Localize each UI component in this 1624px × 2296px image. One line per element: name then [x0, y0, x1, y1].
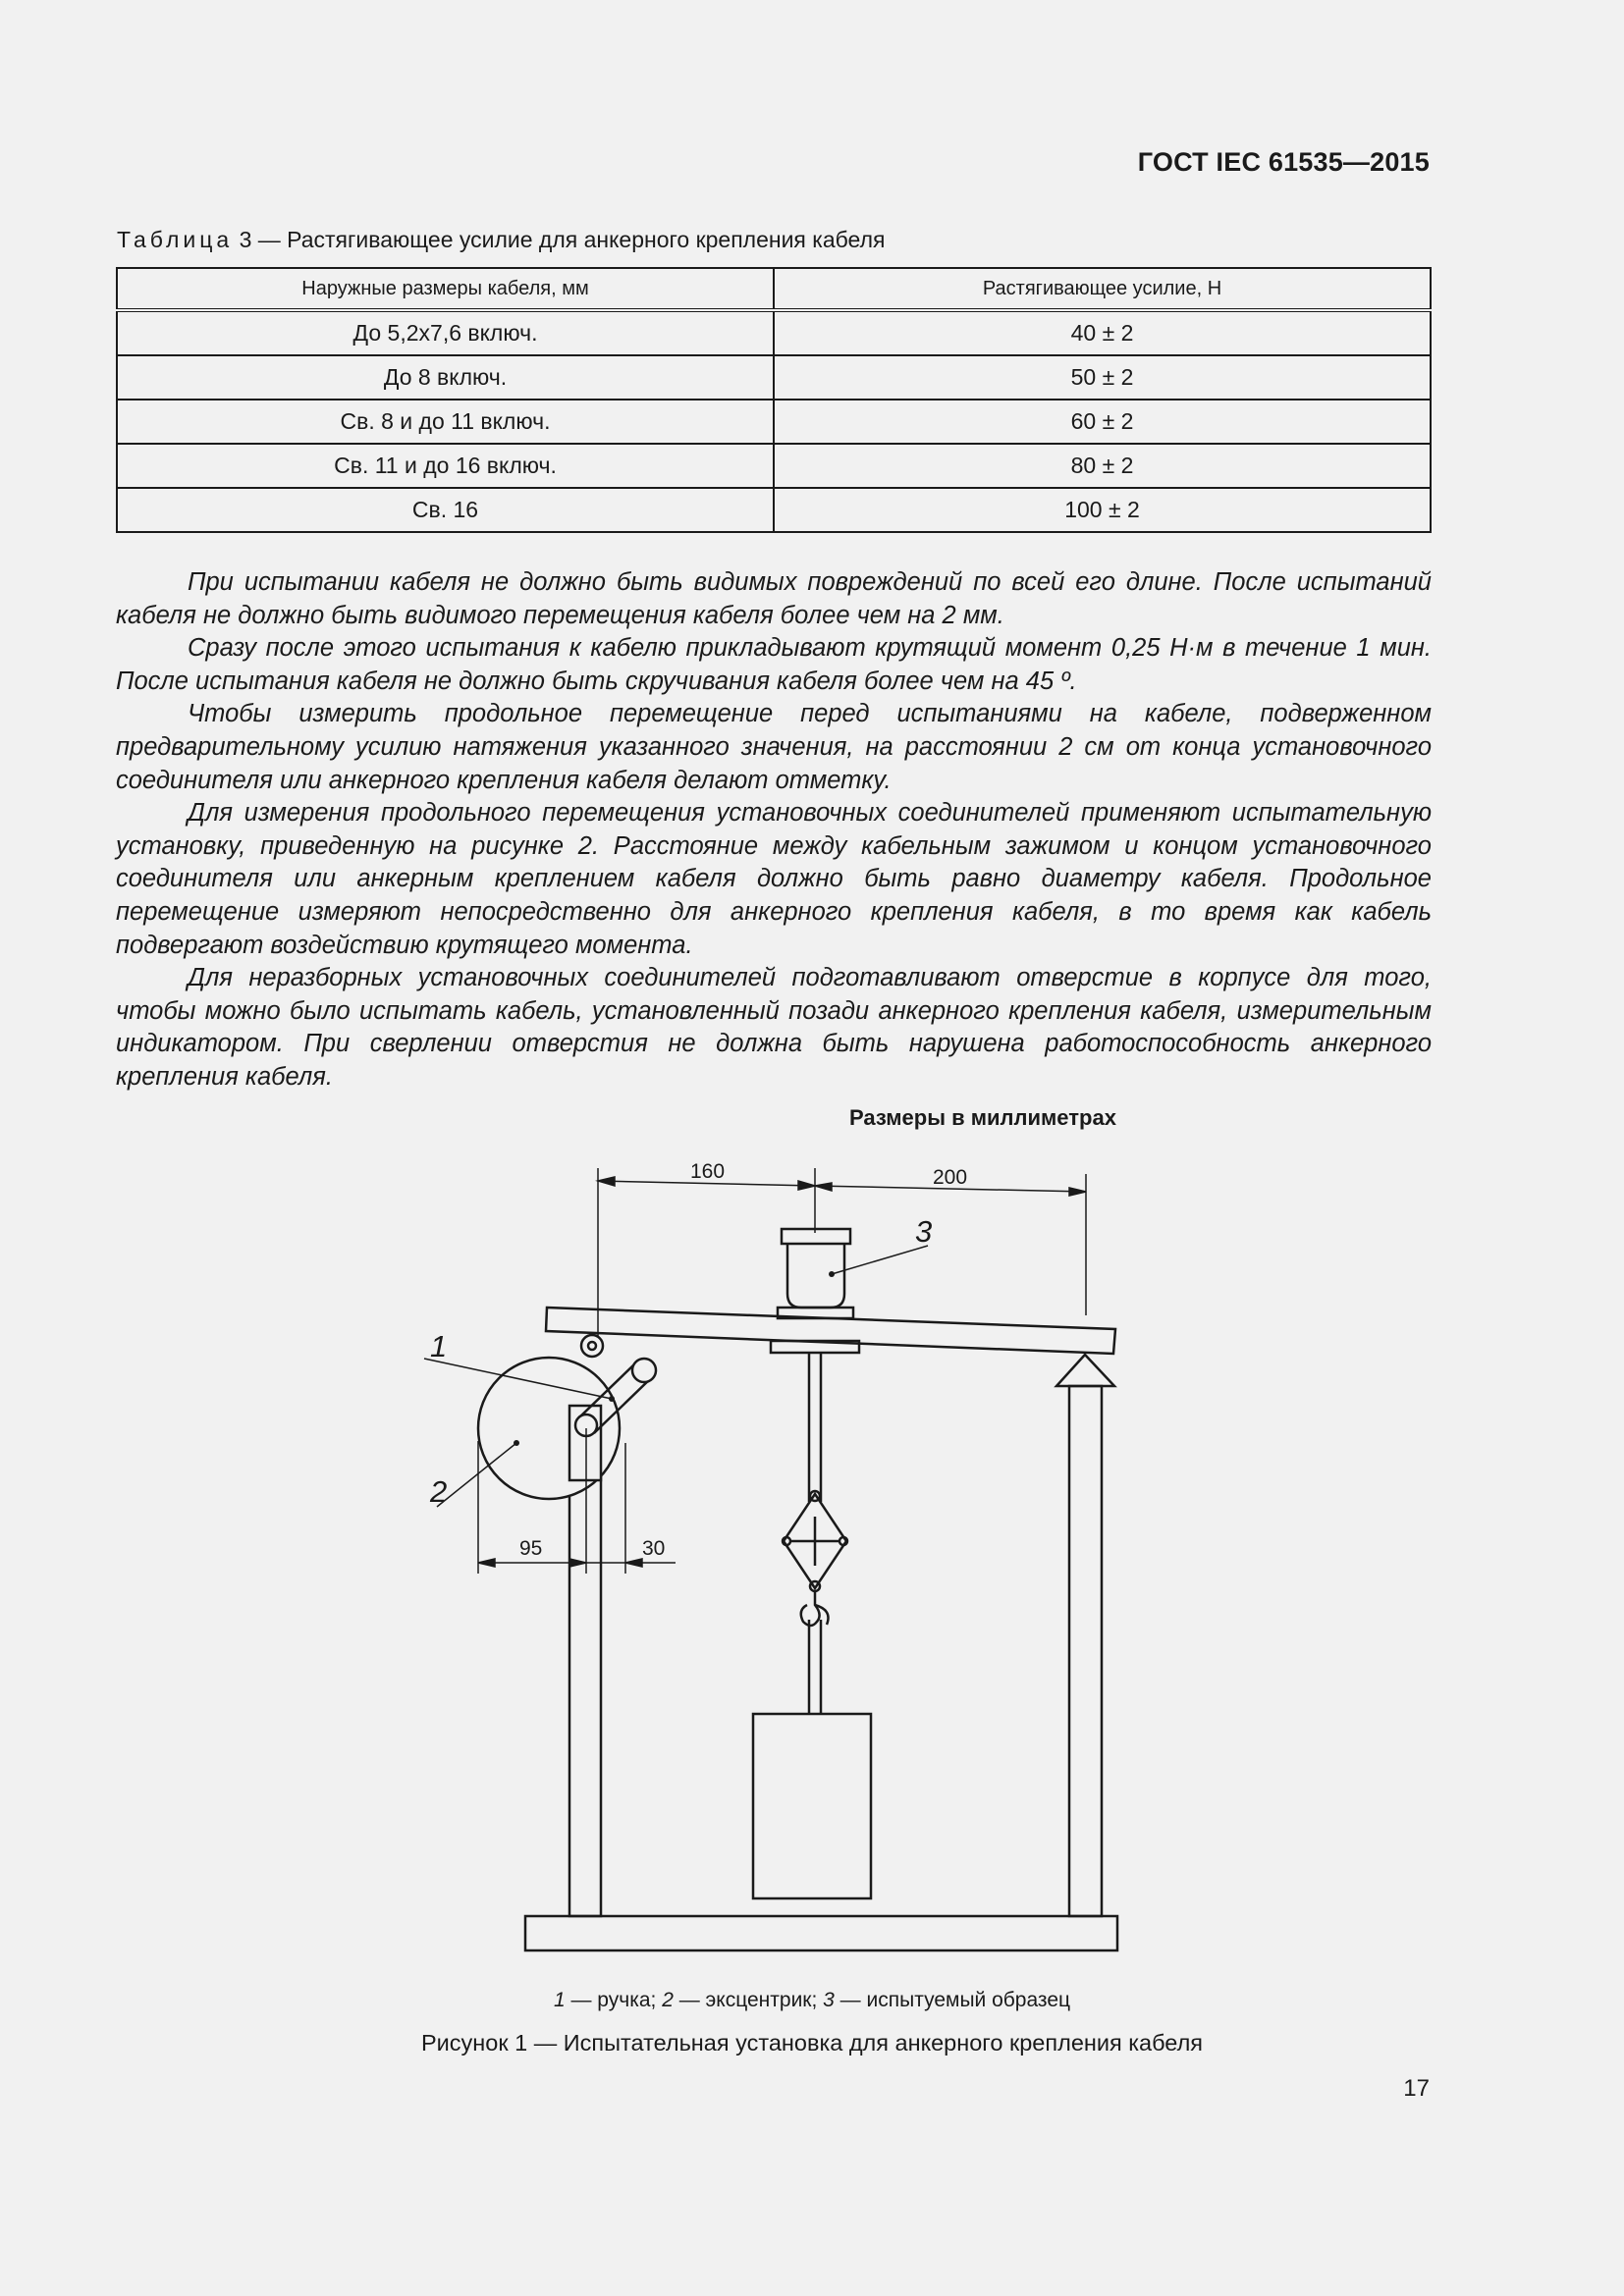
dynamometer: [783, 1491, 847, 1591]
dimension-160: 160: [690, 1160, 726, 1183]
lever-pivot: [581, 1335, 603, 1357]
dimension-30: 30: [642, 1537, 666, 1560]
cell-force: 80 ± 2: [774, 444, 1431, 488]
page-number: 17: [1403, 2075, 1430, 2102]
callout-3: 3: [915, 1214, 933, 1249]
column-header-cable-size: Наружные размеры кабеля, мм: [117, 268, 774, 310]
cell-force: 40 ± 2: [774, 310, 1431, 355]
dimensions-note: Размеры в миллиметрах: [849, 1105, 1116, 1130]
cell-force: 50 ± 2: [774, 355, 1431, 400]
cell-cable-size: Св. 11 и до 16 включ.: [117, 444, 774, 488]
dimension-95: 95: [519, 1537, 543, 1560]
column-header-force: Растягивающее усилие, Н: [774, 268, 1431, 310]
cell-force: 60 ± 2: [774, 400, 1431, 444]
paragraph: Для измерения продольного перемещения установочных соединителей применяют испытательную установку, приведенную на рисунке 2. Расстояние между кабельным зажимом и концом установочного соединителя или анкерным креплением кабеля должно быть равно диаметру кабеля. Продольное перемещение измеряют непосредственно для анкерного крепления кабеля, в то время как кабель подвергают воздействию крутящего момента.: [116, 799, 1432, 959]
cell-cable-size: До 8 включ.: [117, 355, 774, 400]
base-plate: [525, 1916, 1117, 1950]
cell-cable-size: Св. 16: [117, 488, 774, 532]
document-code: ГОСТ IEC 61535—2015: [1137, 147, 1430, 177]
dimension-200: 200: [933, 1166, 968, 1189]
table-caption-prefix: Таблица: [117, 227, 234, 252]
callout-1: 1: [430, 1329, 448, 1363]
figure-legend: 1 — ручка; 2 — эксцентрик; 3 — испытуемый образец: [553, 1989, 1071, 2011]
cell-force: 100 ± 2: [774, 488, 1431, 532]
cell-cable-size: Св. 8 и до 11 включ.: [117, 400, 774, 444]
figure-caption: Рисунок 1 — Испытательная установка для анкерного крепления кабеля: [420, 2030, 1204, 2056]
paragraph: Чтобы измерить продольное перемещение перед испытаниями на кабеле, подверженном предварительному усилию натяжения указанного значения, на расстоянии 2 см от конца установочного соединителя или анкерного крепления кабеля делают отметку.: [116, 700, 1432, 794]
fulcrum: [1056, 1355, 1114, 1386]
weight: [753, 1714, 871, 1898]
paragraph: Сразу после этого испытания к кабелю прикладывают крутящий момент 0,25 Н·м в течение 1 мин. После испытания кабеля не должно быть скручивания кабеля более чем на 45 º.: [116, 634, 1432, 695]
callout-2: 2: [430, 1474, 448, 1509]
right-post: [1069, 1386, 1102, 1916]
paragraph: Для неразборных установочных соединителей подготавливают отверстие в корпусе для того, чтобы можно было испытать кабель, установленный позади анкерного крепления кабеля, измерительным индикатором. При сверлении отверстия не должна быть нарушена работоспособность анкерного крепления кабеля.: [116, 964, 1432, 1091]
cell-cable-size: До 5,2х7,6 включ.: [117, 310, 774, 355]
paragraph: При испытании кабеля не должно быть видимых повреждений по всей его длине. После испытаний кабеля не должно быть видимого перемещения кабеля более чем на 2 мм.: [116, 568, 1432, 629]
table-caption-text: 3 — Растягивающее усилие для анкерного крепления кабеля: [233, 227, 886, 252]
lever-beam: [546, 1308, 1115, 1354]
specimen: [771, 1229, 859, 1353]
